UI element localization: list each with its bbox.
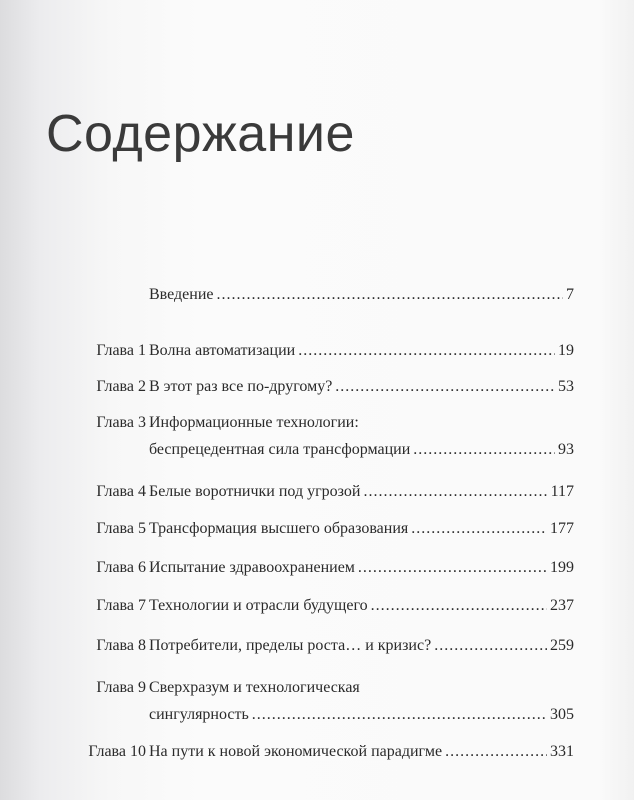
page-number: 331 [550,743,574,760]
page-number: 237 [550,597,574,614]
chapter-label: Глава 3 [96,414,146,431]
dot-leader [217,281,564,308]
dot-leader [413,436,555,463]
chapter-label: Глава 10 [88,743,146,760]
chapter-label: Глава 8 [96,637,146,654]
dot-leader [335,373,555,400]
entry-title-line: Информационные технологии: [149,414,359,431]
page-number: 7 [566,286,574,303]
chapter-label: Глава 4 [96,483,146,500]
entry-title-line: На пути к новой экономической парадигме [149,743,443,760]
chapter-label: Глава 7 [96,597,146,614]
dot-leader [298,337,555,364]
entry-title-line: сингулярность [149,706,249,723]
page-number: 19 [558,342,574,359]
page-number: 177 [550,520,574,537]
dot-leader [445,738,547,765]
chapter-label: Глава 2 [96,378,146,395]
entry-title-line: Потребители, пределы роста… и кризис? [149,637,432,654]
dot-leader [252,701,547,728]
entry-title-line: Трансформация высшего образования [149,520,409,537]
page-number: 53 [558,378,574,395]
entry-title-line: Сверхразум и технологическая [149,679,360,696]
entry-title-line: Введение [149,286,214,303]
page-number: 305 [550,706,574,723]
dot-leader [358,554,547,581]
entry-title-line: В этот раз все по-другому? [149,378,333,395]
page-number: 93 [558,441,574,458]
entry-title-line: Технологии и отрасли будущего [149,597,368,614]
page-number: 199 [550,559,574,576]
chapter-label: Глава 1 [96,342,146,359]
entry-title-line: Волна автоматизации [149,342,296,359]
page-number: 259 [550,637,574,654]
entry-title-line: Белые воротнички под угрозой [149,483,361,500]
dot-leader [434,632,547,659]
entry-title-line: беспрецедентная сила трансформации [149,441,411,458]
chapter-label: Глава 9 [96,679,146,696]
dot-leader [363,478,547,505]
page-title: Содержание [46,105,355,163]
entry-title-line: Испытание здравоохранением [149,559,355,576]
chapter-label: Глава 5 [96,520,146,537]
chapter-label: Глава 6 [96,559,146,576]
dot-leader [371,592,547,619]
dot-leader [411,515,547,542]
page-number: 117 [550,483,574,500]
